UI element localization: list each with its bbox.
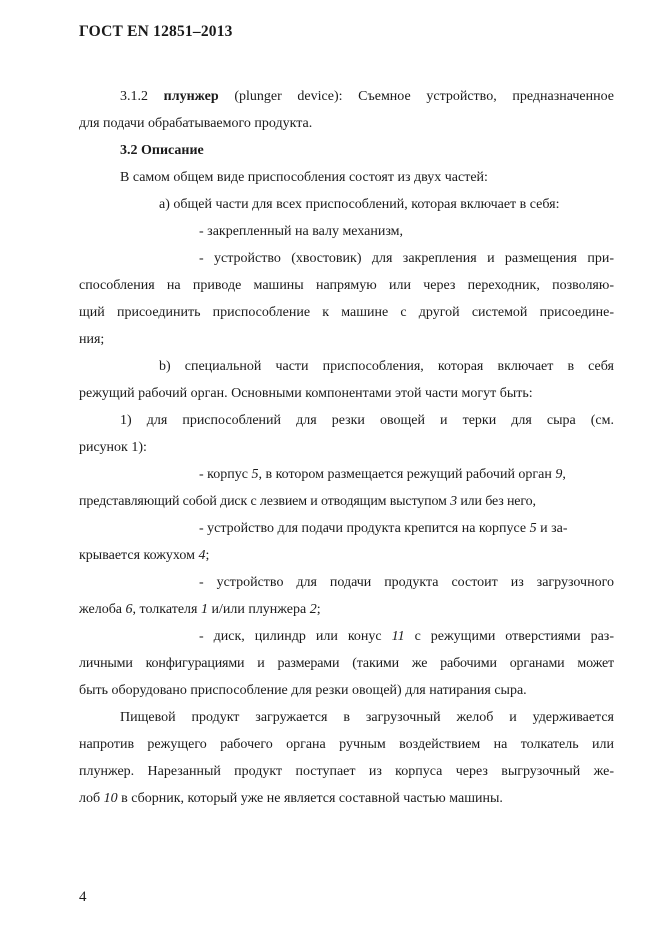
subitem-1-line1: 1) для приспособлений для резки овощей и терки для сыра (см. bbox=[120, 413, 614, 428]
bullet-disc-line3: быть оборудовано приспособление для резки овощей) для натирания сыра. bbox=[79, 683, 527, 698]
paragraph-line1: Пищевой продукт загружается в загрузочный желоб и удерживается bbox=[120, 710, 614, 725]
definition-text: (plunger device): Съемное устройство, предназначенное bbox=[234, 89, 615, 104]
part-a-item-1: - закрепленный на валу механизм, bbox=[199, 224, 404, 239]
part-b-line2: режущий рабочий орган. Основными компонентами этой части могут быть: bbox=[79, 386, 533, 401]
part-a-label: а) общей части для всех приспособлений, которая включает в себя: bbox=[159, 197, 560, 212]
bullet-feed-device-line2: желоба 6, толкателя 1 и/или плунжера 2; bbox=[79, 602, 321, 617]
bullet-feed-device-line1: - устройство для подачи продукта состоит из загрузочного bbox=[199, 575, 614, 590]
part-a-item-2-line2: способления на приводе машины напрямую или через переходник, позволяю- bbox=[79, 278, 614, 293]
paragraph-line3: плунжер. Нарезанный продукт поступает из корпуса через выгрузочный же- bbox=[79, 764, 614, 779]
definition-3-1-2-line2: для подачи обрабатываемого продукта. bbox=[79, 116, 313, 131]
intro-text: В самом общем виде приспособления состоят из двух частей: bbox=[120, 170, 488, 185]
subitem-1-line2: рисунок 1): bbox=[79, 440, 147, 455]
part-a-item-2-line4: ния; bbox=[79, 332, 105, 347]
part-a-item-2-line3: щий присоединить приспособление к машине с другой системой присоедине- bbox=[79, 305, 614, 320]
defined-term: плунжер bbox=[163, 89, 219, 104]
paragraph-line2: напротив режущего рабочего органа ручным воздействием на толкатель или bbox=[79, 737, 614, 752]
clause-number: 3.1.2 bbox=[120, 89, 148, 104]
bullet-feeder-line1: - устройство для подачи продукта крепится на корпусе 5 и за- bbox=[199, 521, 568, 536]
bullet-housing-line1: - корпус 5, в котором размещается режущий рабочий орган 9, bbox=[199, 467, 566, 482]
bullet-disc-line1: - диск, цилиндр или конус 11 с режущими отверстиями раз- bbox=[199, 629, 615, 644]
section-heading-3-2: 3.2 Описание bbox=[120, 143, 204, 158]
standard-title: ГОСТ EN 12851–2013 bbox=[79, 23, 233, 40]
bullet-disc-line2: личными конфигурациями и размерами (такими же рабочими органами может bbox=[79, 656, 614, 671]
paragraph-line4: лоб 10 в сборник, который уже не является составной частью машины. bbox=[79, 791, 503, 806]
part-a-item-2-line1: - устройство (хвостовик) для закрепления и размещения при- bbox=[199, 251, 614, 266]
bullet-feeder-line2: крывается кожухом 4; bbox=[79, 548, 210, 563]
part-b-line1: b) специальной части приспособления, которая включает в себя bbox=[159, 359, 614, 374]
definition-3-1-2-line1 bbox=[79, 83, 614, 110]
bullet-housing-line2: представляющий собой диск с лезвием и отводящим выступом 3 или без него, bbox=[79, 494, 536, 509]
document-body bbox=[79, 83, 614, 812]
page-number: 4 bbox=[79, 889, 87, 905]
